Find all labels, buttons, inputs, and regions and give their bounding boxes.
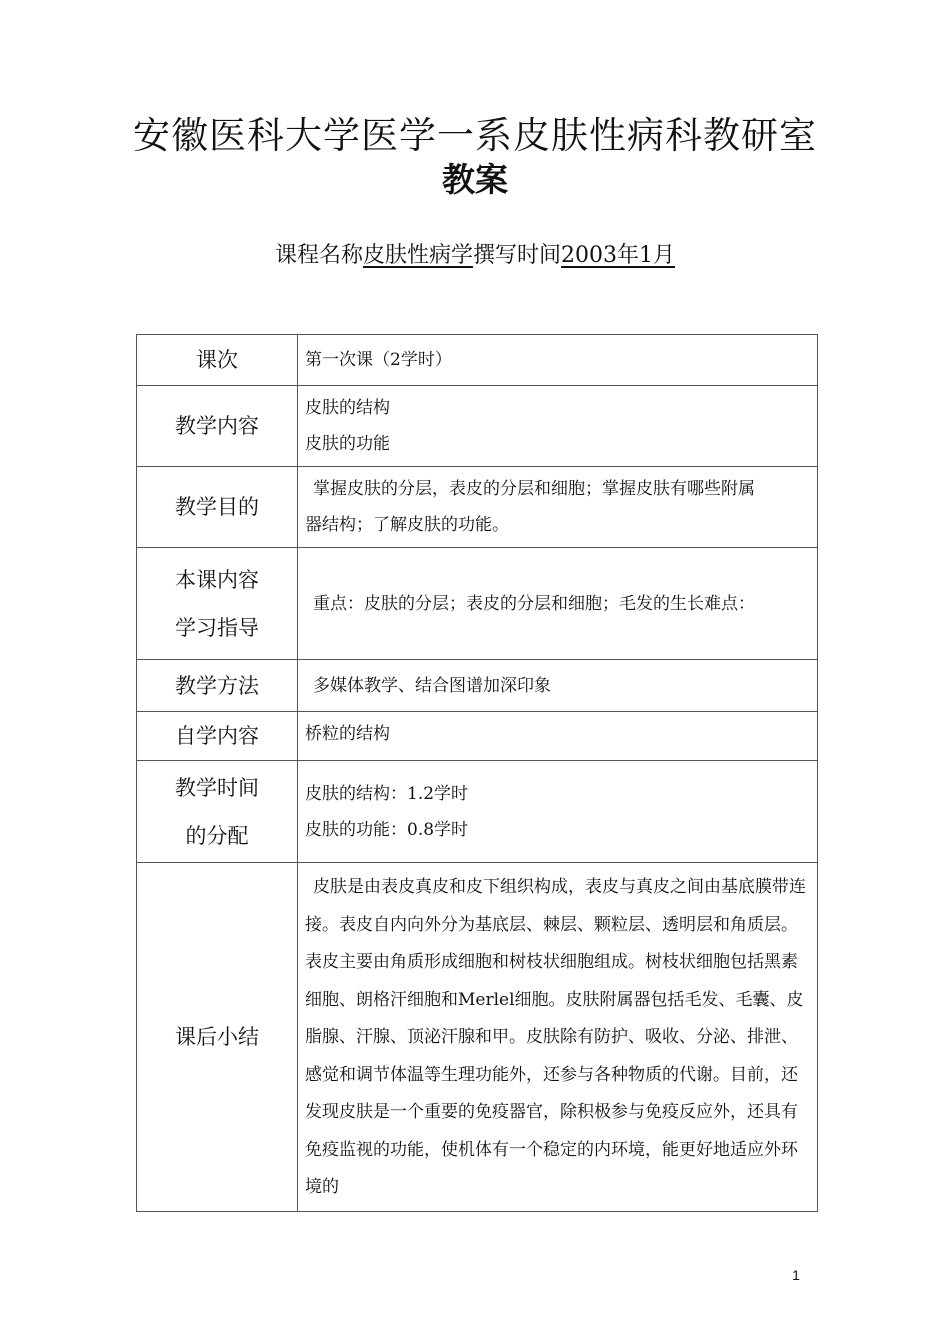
course-info-line — [0, 240, 950, 272]
row-label-lesson: 课次 — [137, 335, 298, 386]
table-row — [137, 863, 818, 1212]
label-line: 的分配 — [185, 823, 249, 848]
summary-paragraph: 皮肤是由表皮真皮和皮下组织构成，表皮与真皮之间由基底膜带连接。表皮自内向外分为基底层、棘层、颗粒层、透明层和角质层。表皮主要由角质形成细胞和树枝状细胞组成。树枝状细胞包括黑素细胞、朗格汗细胞和Merlel细胞。皮肤附属器包括毛发、毛囊、皮脂腺、汗腺、顶泌汗腺和甲。皮肤除有防护、吸收、分泌、排泄、感觉和调节体温等生理功能外，还参与各种物质的代谢。目前，还发现皮肤是一个重要的免疫器官，除积极参与免疫反应外，还具有免疫监视的功能，使机体有一个稳定的内环境，能更好地适应外环境的 — [305, 877, 806, 1197]
table-row — [137, 467, 818, 548]
label-line: 教学时间 — [175, 775, 259, 800]
row-content-teaching-content — [298, 386, 818, 467]
course-name-value: 皮肤性病学 — [362, 243, 473, 268]
content-line: 皮肤的结构：1.2学时 — [305, 783, 469, 804]
content-line: 器结构；了解皮肤的功能。 — [305, 515, 509, 535]
write-time-value: 2003年1月 — [561, 243, 676, 268]
row-content-lesson — [298, 335, 818, 386]
row-content-self-study — [298, 712, 818, 761]
table-row — [137, 335, 818, 386]
content-line: 皮肤的功能 — [305, 434, 390, 454]
row-label-self-study: 自学内容 — [137, 712, 298, 761]
course-name-label: 课程名称 — [274, 243, 363, 268]
content-line: 桥粒的结构 — [305, 724, 390, 744]
row-content-teaching-goal — [298, 467, 818, 548]
content-line: 多媒体教学、结合图谱加深印象 — [313, 675, 551, 696]
table-row — [137, 386, 818, 467]
row-content-study-guide — [298, 548, 818, 660]
content-line: 重点：皮肤的分层；表皮的分层和细胞；毛发的生长难点： — [313, 593, 755, 614]
page-number: 1 — [792, 1267, 800, 1283]
label-line: 学习指导 — [175, 615, 259, 640]
row-label-teaching-goal: 教学目的 — [137, 467, 298, 548]
table-row — [137, 660, 818, 712]
label-line: 本课内容 — [175, 567, 259, 592]
document-subtitle: 教案 — [442, 160, 508, 199]
content-line: 掌握皮肤的分层，表皮的分层和细胞；掌握皮肤有哪些附属 — [313, 479, 755, 499]
row-label-time-allocation — [137, 761, 298, 863]
content-line: 第一次课（2学时） — [305, 350, 452, 370]
table-row — [137, 548, 818, 660]
row-label-teaching-content: 教学内容 — [137, 386, 298, 467]
document-title: 安徽医科大学医学一系皮肤性病科教研室 — [133, 114, 817, 157]
table-row — [137, 712, 818, 761]
lesson-plan-table — [136, 334, 818, 1212]
row-content-time-allocation — [298, 761, 818, 863]
row-label-summary: 课后小结 — [137, 863, 298, 1212]
row-label-teaching-method: 教学方法 — [137, 660, 298, 712]
write-time-label: 撰写时间 — [473, 243, 562, 268]
row-label-study-guide — [137, 548, 298, 660]
row-content-teaching-method — [298, 660, 818, 712]
content-line: 皮肤的结构 — [305, 398, 390, 418]
content-line: 皮肤的功能：0.8学时 — [305, 819, 469, 840]
table-row — [137, 761, 818, 863]
row-content-summary — [298, 863, 818, 1212]
